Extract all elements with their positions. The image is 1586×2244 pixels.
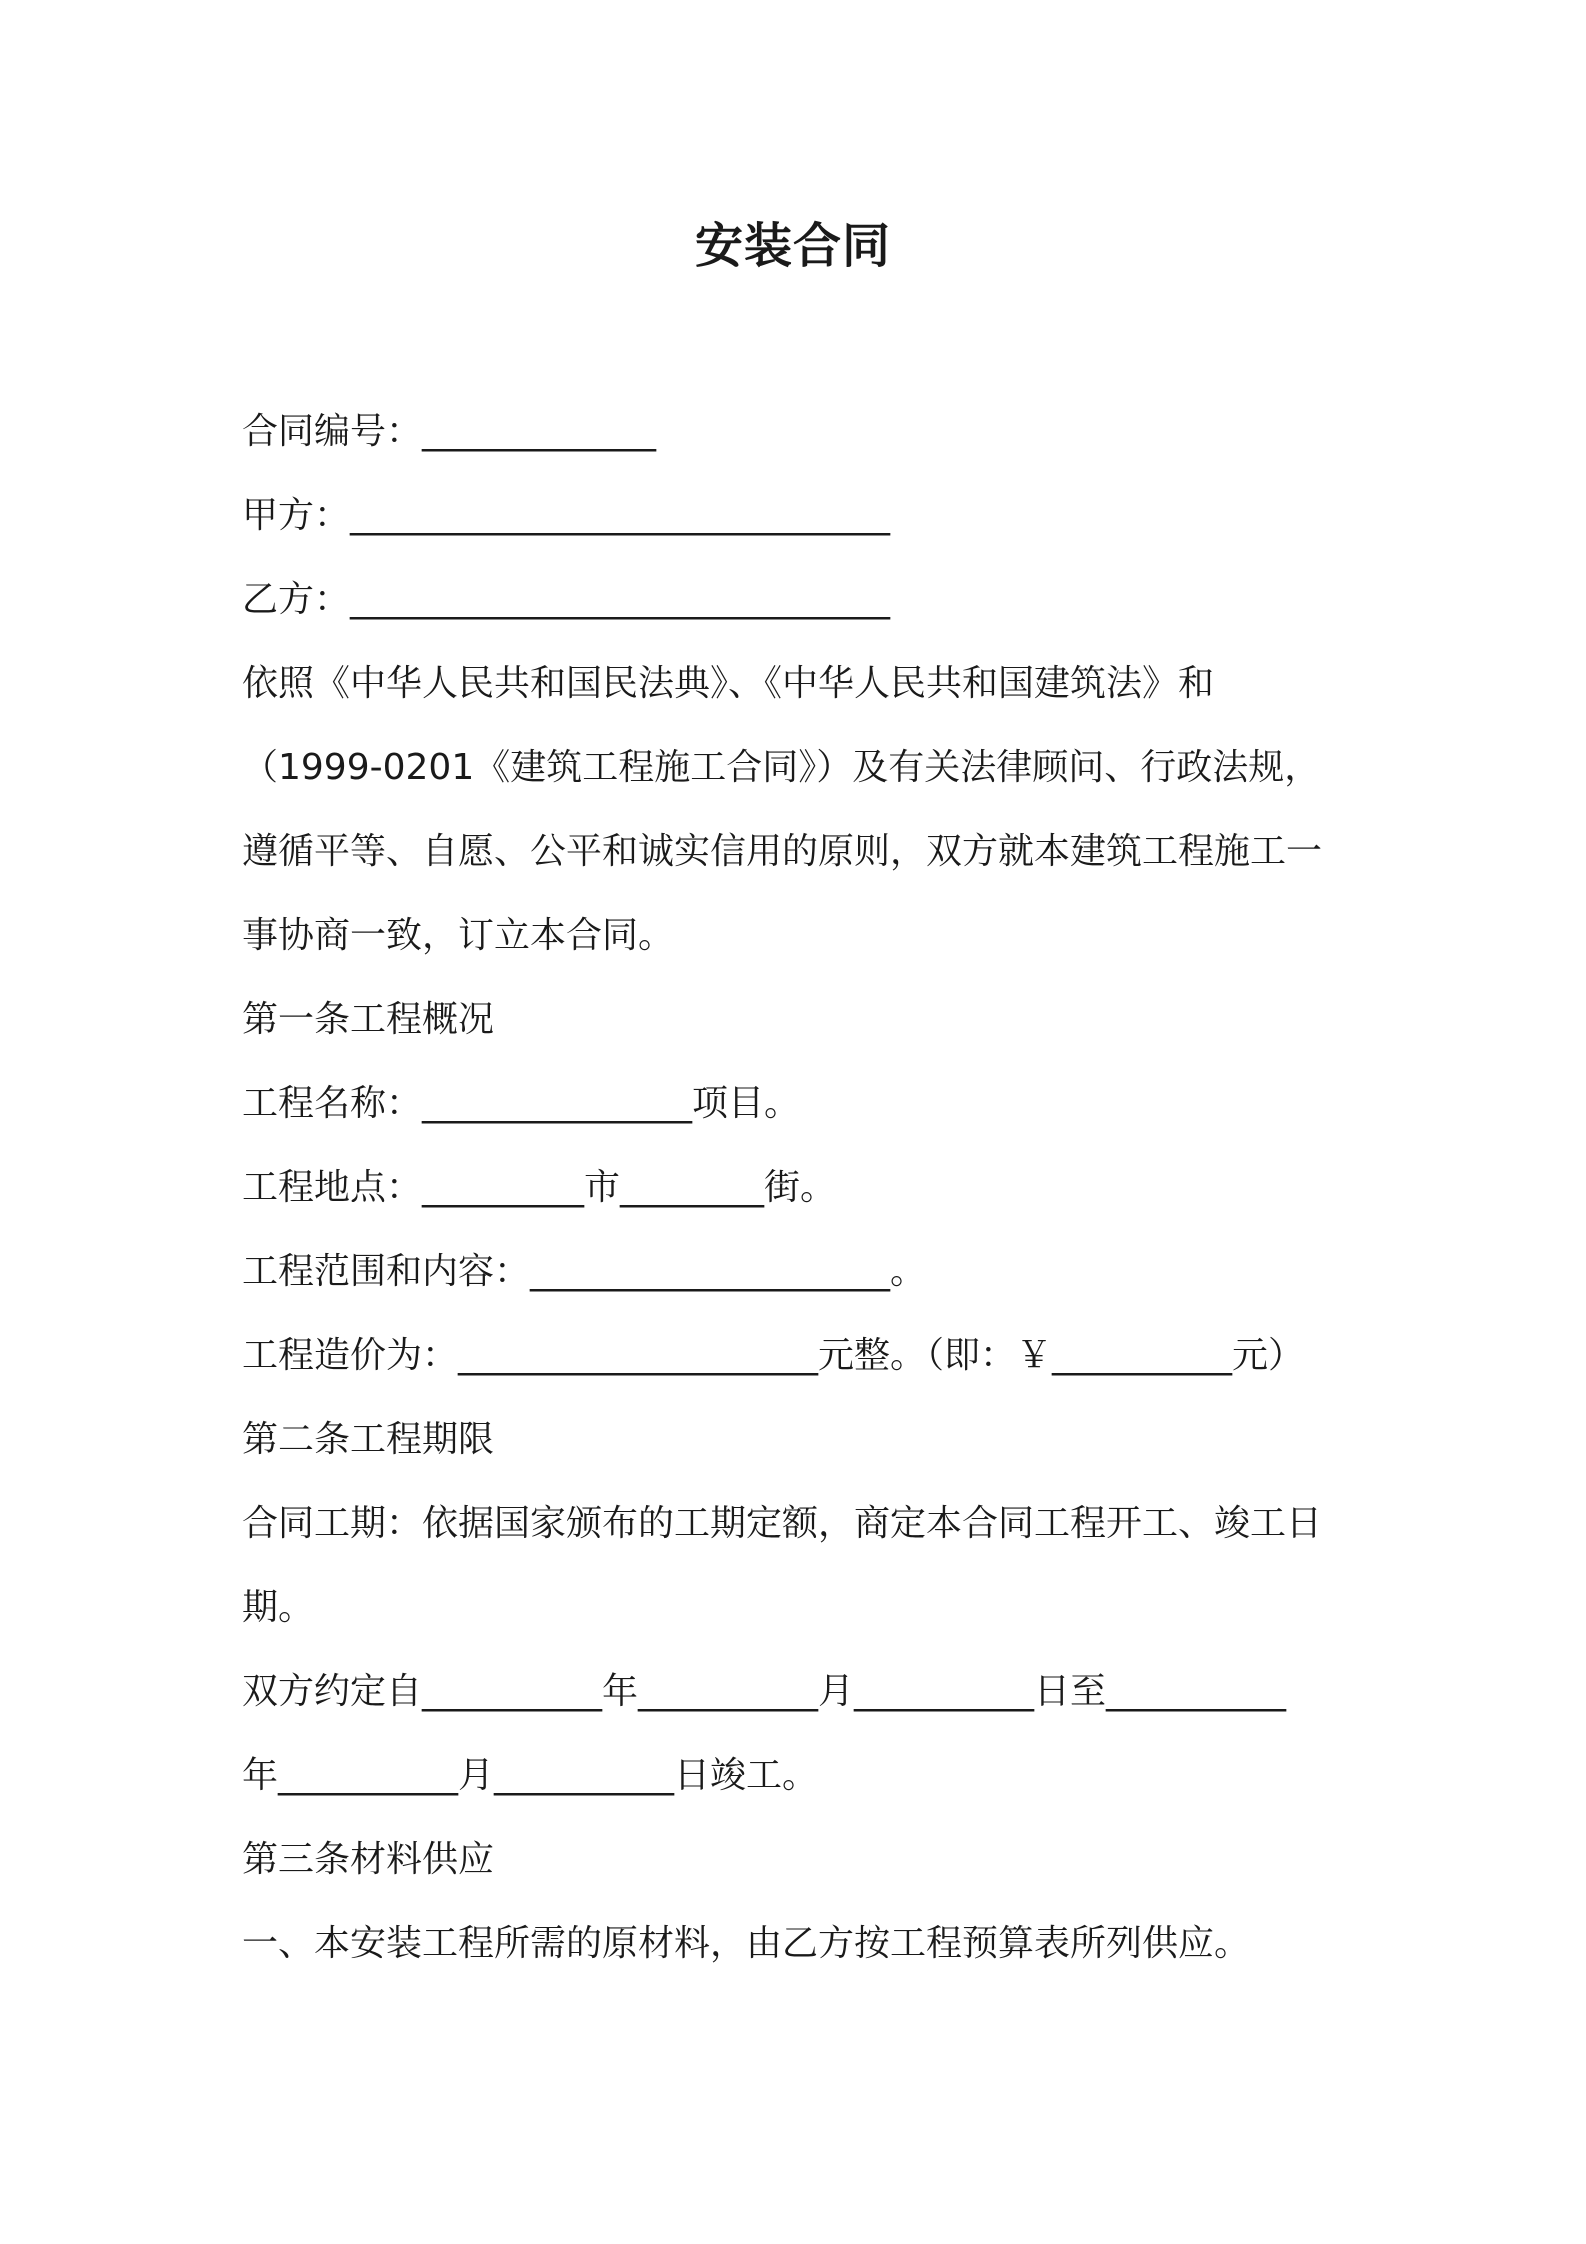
project-name-line: 工程名称：_______________项目。 — [242, 1083, 801, 1124]
article-2-heading: 第二条工程期限 — [242, 1419, 495, 1460]
material-supply-line: 一、本安装工程所需的原材料，由乙方按工程预算表所列供应。 — [242, 1923, 1251, 1964]
agreed-dates-line-2: 年__________月__________日竣工。 — [242, 1755, 819, 1796]
contract-period-line-2: 期。 — [242, 1587, 315, 1628]
party-a-line: 甲方：______________________________ — [242, 495, 891, 536]
preamble-line-2: （1999-0201《建筑工程施工合同》）及有关法律顾问、行政法规， — [242, 747, 1321, 788]
preamble-line-1: 依照《中华人民共和国民法典》、《中华人民共和国建筑法》和 — [242, 663, 1215, 704]
project-cost-line: 工程造价为：____________________元整。（即：￥__________元） — [242, 1335, 1305, 1376]
document-title: 安装合同 — [694, 218, 891, 274]
contract-period-line-1: 合同工期：依据国家颁布的工期定额，商定本合同工程开工、竣工日 — [242, 1503, 1323, 1544]
preamble-line-4: 事协商一致，订立本合同。 — [242, 915, 675, 956]
party-b-line: 乙方：______________________________ — [242, 579, 891, 620]
article-1-heading: 第一条工程概况 — [242, 999, 495, 1040]
preamble-line-3: 遵循平等、自愿、公平和诚实信用的原则，双方就本建筑工程施工一 — [242, 831, 1323, 872]
article-3-heading: 第三条材料供应 — [242, 1839, 495, 1880]
contract-number-line: 合同编号：_____________ — [242, 411, 657, 452]
project-location-line: 工程地点：_________市________街。 — [242, 1167, 837, 1208]
project-scope-line: 工程范围和内容：____________________。 — [242, 1251, 927, 1292]
agreed-dates-line-1: 双方约定自__________年__________月__________日至__________ — [242, 1671, 1287, 1712]
